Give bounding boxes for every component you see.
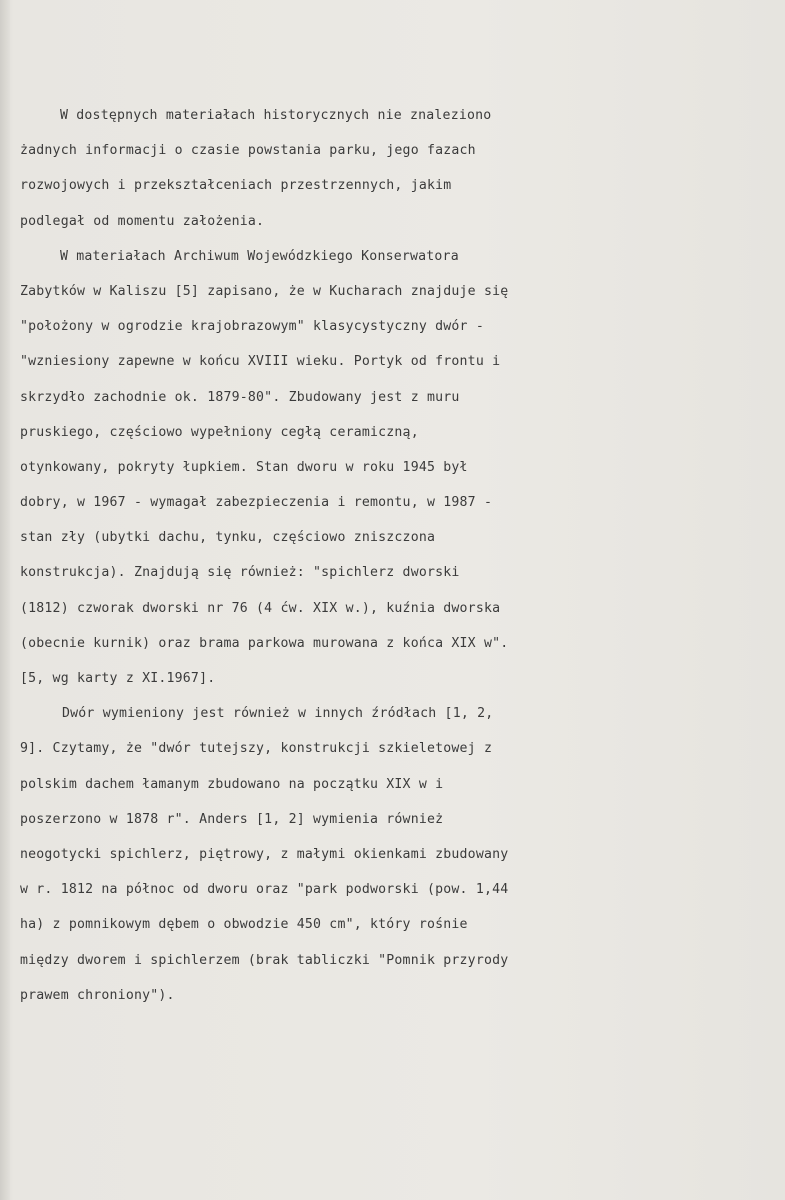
text-line: żadnych informacji o czasie powstania parku, jego fazach [20, 143, 476, 159]
text-line: poszerzono w 1878 r". Anders [1, 2] wymienia również [20, 811, 444, 827]
text-line: w r. 1812 na północ od dworu oraz "park podworski (pow. 1,44 [20, 882, 509, 898]
text-line: otynkowany, pokryty łupkiem. Stan dworu w roku 1945 był [20, 459, 468, 475]
text-line: między dworem i spichlerzem (brak tabliczki "Pomnik przyrody [20, 952, 509, 968]
text-line: polskim dachem łamanym zbudowano na początku XIX w i [20, 776, 444, 792]
paragraph-3 [20, 696, 672, 1013]
text-line: [5, wg karty z XI.1967]. [20, 671, 216, 686]
text-line: W dostępnych materiałach historycznych nie znaleziono [60, 108, 492, 123]
document-body [20, 98, 672, 1013]
text-line: W materiałach Archiwum Wojewódzkiego Konserwatora [60, 248, 459, 264]
text-line: "położony w ogrodzie krajobrazowym" klasycystyczny dwór - [20, 319, 484, 335]
text-line: neogotycki spichlerz, piętrowy, z małymi okienkami zbudowany [20, 846, 509, 862]
text-line: pruskiego, częściowo wypełniony cegłą ceramiczną, [20, 424, 419, 440]
text-line: konstrukcja). Znajdują się również: "spichlerz dworski [20, 565, 460, 581]
paragraph-2 [20, 239, 672, 696]
paragraph-1 [20, 98, 672, 239]
text-line: rozwojowych i przekształceniach przestrzennych, jakim [20, 178, 452, 194]
page-edge-shadow [0, 0, 10, 1200]
text-line: "wzniesiony zapewne w końcu XVIII wieku. Portyk od frontu i [20, 354, 501, 370]
text-line: stan zły (ubytki dachu, tynku, częściowo zniszczona [20, 530, 436, 546]
text-line: 9]. Czytamy, że "dwór tutejszy, konstrukcji szkieletowej z [20, 741, 493, 757]
text-line: prawem chroniony"). [20, 987, 175, 1003]
text-line: dobry, w 1967 - wymagał zabezpieczenia i remontu, w 1987 - [20, 495, 493, 511]
text-line: Dwór wymieniony jest również w innych źródłach [1, 2, [62, 706, 494, 722]
text-line: ha) z pomnikowym dębem o obwodzie 450 cm", który rośnie [20, 917, 468, 933]
text-line: podlegał od momentu założenia. [20, 213, 265, 229]
text-line: Zabytków w Kaliszu [5] zapisano, że w Kucharach znajduje się [20, 283, 509, 299]
text-line: (obecnie kurnik) oraz brama parkowa murowana z końca XIX w". [20, 635, 509, 651]
text-line: (1812) czworak dworski nr 76 (4 ćw. XIX w.), kuźnia dworska [20, 600, 501, 616]
text-line: skrzydło zachodnie ok. 1879-80". Zbudowany jest z muru [20, 389, 460, 405]
